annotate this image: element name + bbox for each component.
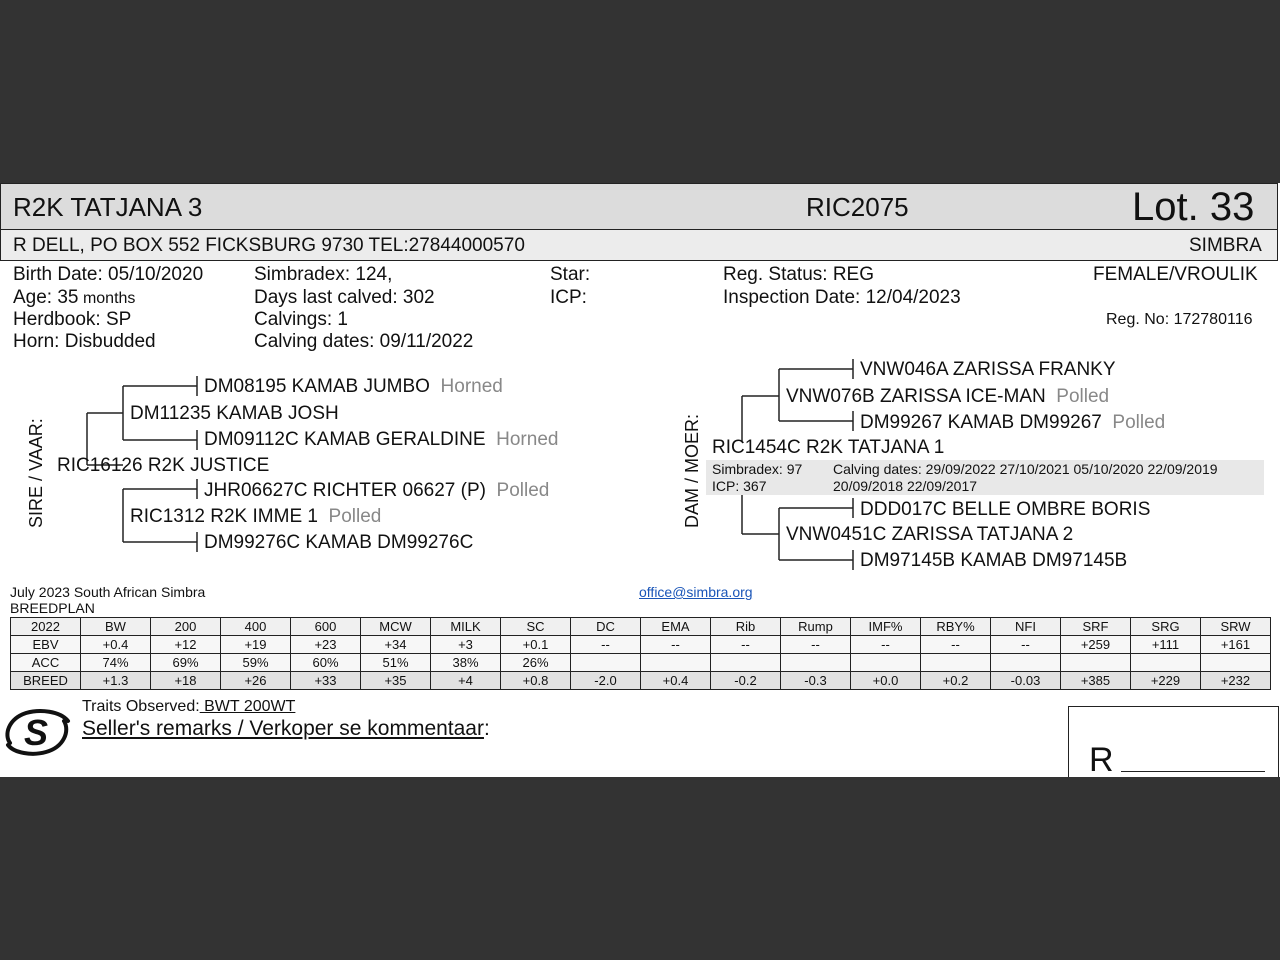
table-header-cell: EMA: [641, 618, 711, 636]
reg-status: Reg. Status: REG: [723, 264, 875, 285]
sire-gg-2-horn: Horned: [496, 429, 559, 450]
table-cell: 38%: [431, 654, 501, 672]
sire-label: SIRE / VAAR:: [26, 418, 46, 528]
sire-gg-3-horn: Polled: [496, 480, 550, 501]
table-cell: +0.1: [501, 636, 571, 654]
table-cell: +161: [1201, 636, 1271, 654]
paternal-granddam: [130, 506, 381, 528]
table-cell: +0.4: [641, 672, 711, 690]
table-header-cell: MILK: [431, 618, 501, 636]
table-header-cell: BW: [81, 618, 151, 636]
dam-icp: ICP: 367: [712, 478, 767, 494]
table-cell: +111: [1131, 636, 1201, 654]
table-header-cell: SRF: [1061, 618, 1131, 636]
table-cell: --: [711, 636, 781, 654]
dam-gg-4: DM97145B KAMAB DM97145B: [860, 550, 1128, 571]
table-cell: [781, 654, 851, 672]
seller-remarks-label: Seller's remarks / Verkoper se kommentaar: [82, 717, 484, 740]
table-cell: +3: [431, 636, 501, 654]
breed-row: [11, 672, 1271, 690]
table-cell: +33: [291, 672, 361, 690]
reg-number: Reg. No: 172780116: [1106, 311, 1253, 328]
email-link[interactable]: office@simbra.org: [639, 584, 753, 600]
table-cell: +259: [1061, 636, 1131, 654]
table-cell: +0.4: [81, 636, 151, 654]
sire-gg-1-name: DM08195 KAMAB JUMBO: [204, 376, 430, 397]
maternal-grandsire-horn: Polled: [1056, 386, 1110, 407]
paternal-granddam-horn: Polled: [328, 506, 382, 527]
owner-address: R DELL, PO BOX 552 FICKSBURG 9730 TEL:27844000570: [13, 235, 525, 256]
breed-name: SIMBRA: [1189, 235, 1262, 256]
data-source: July 2023 South African Simbra: [10, 584, 206, 600]
paternal-granddam-name: RIC1312 R2K IMME 1: [130, 506, 318, 527]
table-cell: [711, 654, 781, 672]
table-cell: +18: [151, 672, 221, 690]
table-header-cell: 600: [291, 618, 361, 636]
table-cell: +0.2: [921, 672, 991, 690]
price-line[interactable]: [1121, 771, 1265, 772]
table-cell: +35: [361, 672, 431, 690]
table-cell: [1201, 654, 1271, 672]
sire-gg-1-horn: Horned: [440, 376, 503, 397]
sire-name: RIC16126 R2K JUSTICE: [57, 455, 270, 476]
maternal-grandsire: [786, 386, 1109, 408]
table-cell: +26: [221, 672, 291, 690]
table-cell: +19: [221, 636, 291, 654]
dam-gg-3: DDD017C BELLE OMBRE BORIS: [860, 499, 1151, 520]
table-cell: --: [921, 636, 991, 654]
table-header-cell: SRW: [1201, 618, 1271, 636]
table-header-cell: RBY%: [921, 618, 991, 636]
table-cell: +229: [1131, 672, 1201, 690]
table-cell: [851, 654, 921, 672]
age-value: Age: 35: [13, 287, 79, 308]
birth-date: Birth Date: 05/10/2020: [13, 264, 204, 285]
table-cell: BREED: [11, 672, 81, 690]
traits-label: Traits Observed:: [82, 698, 200, 715]
age-unit: months: [78, 290, 136, 307]
dam-gg-2-name: DM99267 KAMAB DM99267: [860, 412, 1102, 433]
ebv-table: [10, 617, 1271, 690]
table-cell: 69%: [151, 654, 221, 672]
simbra-logo-letter: S: [24, 712, 49, 753]
table-cell: [921, 654, 991, 672]
table-header-cell: 200: [151, 618, 221, 636]
table-header-cell: DC: [571, 618, 641, 636]
table-cell: --: [571, 636, 641, 654]
table-cell: 60%: [291, 654, 361, 672]
table-cell: +23: [291, 636, 361, 654]
table-cell: [991, 654, 1061, 672]
price-currency: R: [1089, 741, 1114, 779]
ebv-header-row: [11, 618, 1271, 636]
table-cell: [1131, 654, 1201, 672]
table-cell: +0.8: [501, 672, 571, 690]
table-header-cell: MCW: [361, 618, 431, 636]
table-cell: 74%: [81, 654, 151, 672]
lot-number: Lot. 33: [1132, 185, 1255, 229]
horn-status: Horn: Disbudded: [13, 331, 156, 352]
table-cell: --: [991, 636, 1061, 654]
table-cell: +0.0: [851, 672, 921, 690]
inspection-date: Inspection Date: 12/04/2023: [723, 287, 961, 308]
table-cell: +1.3: [81, 672, 151, 690]
traits-observed: [82, 698, 295, 716]
icp: ICP:: [550, 287, 587, 308]
herdbook: Herdbook: SP: [13, 309, 132, 330]
acc-row: [11, 654, 1271, 672]
table-cell: EBV: [11, 636, 81, 654]
sire-gg-4: DM99276C KAMAB DM99276C: [204, 532, 474, 553]
table-cell: -0.3: [781, 672, 851, 690]
price-box[interactable]: [1068, 706, 1279, 777]
table-cell: --: [851, 636, 921, 654]
maternal-grandsire-name: VNW076B ZARISSA ICE-MAN: [786, 386, 1046, 407]
table-cell: [641, 654, 711, 672]
days-last-calved: Days last calved: 302: [254, 287, 435, 308]
table-header-cell: SC: [501, 618, 571, 636]
simbra-logo-icon: [2, 707, 72, 757]
sire-gg-2-name: DM09112C KAMAB GERALDINE: [204, 429, 486, 450]
calvings: Calvings: 1: [254, 309, 348, 330]
sire-gg-1: [204, 376, 503, 398]
sire-gg-2: [204, 429, 558, 451]
table-cell: --: [781, 636, 851, 654]
maternal-granddam: VNW0451C ZARISSA TATJANA 2: [786, 524, 1074, 545]
traits-value: BWT 200WT: [199, 698, 296, 715]
registration-code: RIC2075: [806, 192, 909, 222]
simbradex: Simbradex: 124,: [254, 264, 393, 285]
table-header-cell: Rib: [711, 618, 781, 636]
lot-card: [0, 183, 1280, 777]
star: Star:: [550, 264, 591, 285]
seller-remarks: [82, 717, 490, 741]
table-header-cell: 2022: [11, 618, 81, 636]
table-header-cell: NFI: [991, 618, 1061, 636]
table-cell: [1061, 654, 1131, 672]
sire-gg-3: [204, 480, 549, 502]
dam-gg-2-horn: Polled: [1112, 412, 1166, 433]
table-cell: +232: [1201, 672, 1271, 690]
table-cell: --: [641, 636, 711, 654]
table-cell: [571, 654, 641, 672]
breedplan-label: BREEDPLAN: [10, 600, 95, 616]
sire-gg-3-name: JHR06627C RICHTER 06627 (P): [204, 480, 486, 501]
dam-calving-dates-1: Calving dates: 29/09/2022 27/10/2021 05/10/2020 22/09/2019: [833, 461, 1218, 477]
sex: FEMALE/VROULIK: [1093, 264, 1258, 285]
table-header-cell: Rump: [781, 618, 851, 636]
dam-gg-1: VNW046A ZARISSA FRANKY: [860, 359, 1116, 380]
calving-dates: Calving dates: 09/11/2022: [254, 331, 474, 352]
table-header-cell: IMF%: [851, 618, 921, 636]
table-cell: -0.03: [991, 672, 1061, 690]
ebv-row: [11, 636, 1271, 654]
dam-label: DAM / MOER:: [682, 413, 702, 528]
table-cell: -0.2: [711, 672, 781, 690]
table-cell: +385: [1061, 672, 1131, 690]
table-cell: -2.0: [571, 672, 641, 690]
paternal-grandsire: DM11235 KAMAB JOSH: [130, 403, 339, 424]
table-cell: ACC: [11, 654, 81, 672]
dam-calving-dates-2: 20/09/2018 22/09/2017: [833, 478, 978, 494]
table-cell: 51%: [361, 654, 431, 672]
dam-simbradex: Simbradex: 97: [712, 461, 803, 477]
table-cell: +4: [431, 672, 501, 690]
animal-name: R2K TATJANA 3: [13, 192, 203, 222]
table-cell: +12: [151, 636, 221, 654]
table-cell: 26%: [501, 654, 571, 672]
table-cell: 59%: [221, 654, 291, 672]
dam-name: RIC1454C R2K TATJANA 1: [712, 437, 945, 458]
seller-remarks-colon: :: [483, 717, 490, 740]
table-header-cell: 400: [221, 618, 291, 636]
table-header-cell: SRG: [1131, 618, 1201, 636]
table-cell: +34: [361, 636, 431, 654]
dam-gg-2: [860, 412, 1165, 434]
